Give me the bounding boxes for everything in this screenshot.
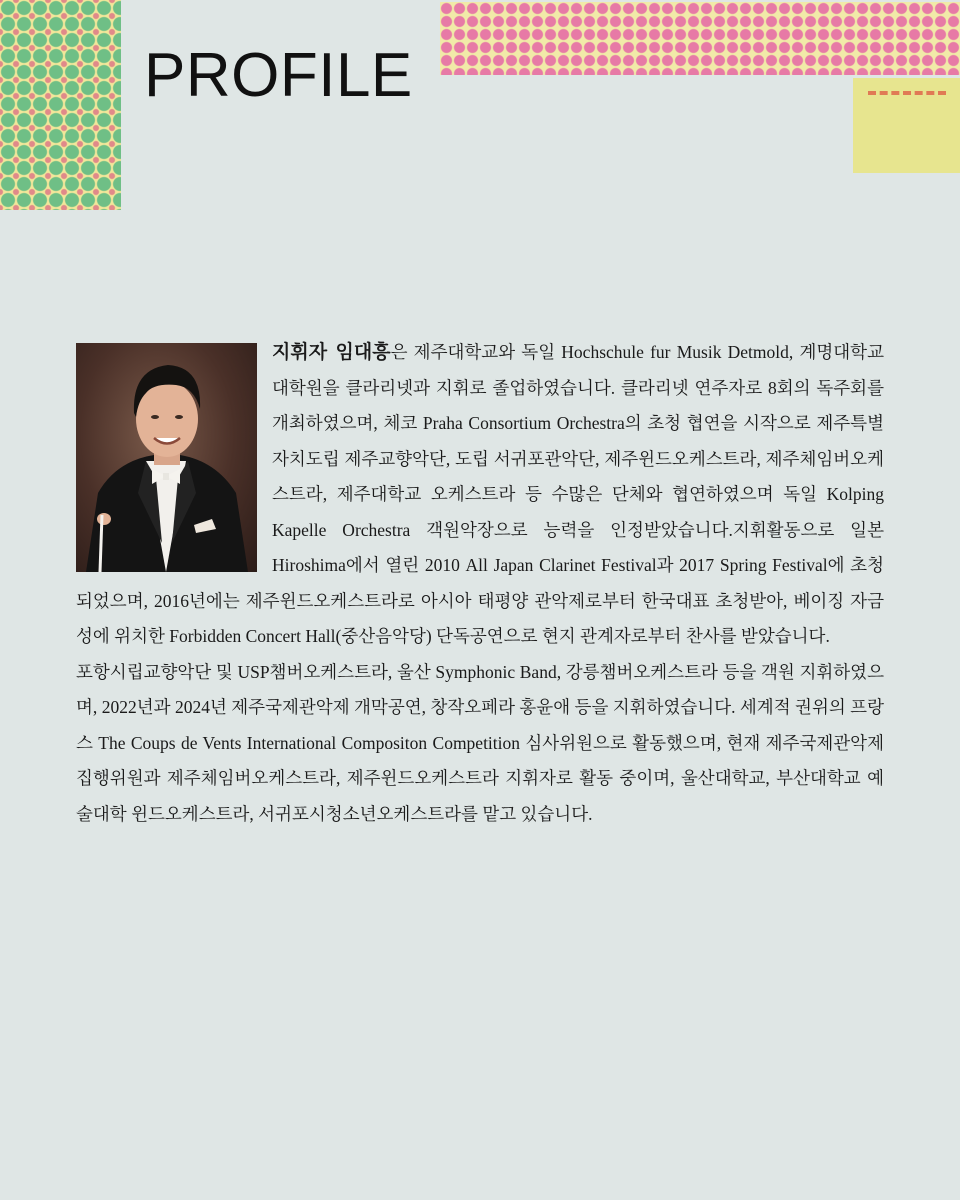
- photo-spacer: [76, 335, 272, 583]
- bio-paragraph-2: 포항시립교향악단 및 USP챔버오케스트라, 울산 Symphonic Band, 강릉챔버오케스트라 등을 객원 지휘하였으며, 2022년과 2024년 제주국제관악제 개막공연, 창작오페라 홍윤애 등을 지휘하였습니다. 세계적 권위의 프랑스 The Coups de Vents International Compositon Competition 심사위원으로 활동했으며, 현재 제주국제관악제 집행위원과 제주체임버오케스트라, 제주윈드오케스트라 지휘자로 활동 중이며, 울산대학교, 부산대학교 예술대학 윈드오케스트라, 서귀포시청소년오케스트라를 맡고 있습니다.: [76, 661, 884, 824]
- conductor-name: 지휘자 임대흥: [272, 341, 391, 363]
- bio-paragraph-1: 은 제주대학교와 독일 Hochschule fur Musik Detmold, 계명대학교 대학원을 클라리넷과 지휘로 졸업하였습니다. 클라리넷 연주자로 8회의 독주회를 개최하였으며, 체코 Praha Consortium Orchestra의 초청 협연을 시작으로 제주특별자치도립 제주교향악단, 도립 서귀포관악단, 제주윈드오케스트라, 제주체임버오케스트라, 제주대학교 오케스트라 등 수많은 단체와 협연하였으며 독일 Kolping Kapelle Orchestra 객원악장으로 능력을 인정받았습니다.지휘활동으로 일본 Hiroshima에서 열린 2010 All Japan Clarinet Festival과 2017 Spring Festival에 초청되었으며, 2016년에는 제주윈드오케스트라로 아시아 태평양 관악제로부터 한국대표 초청받아, 베이징 자금성에 위치한 Forbidden Concert Hall(중산음악당) 단독공연으로 현지 관계자로부터 찬사를 받았습니다.: [76, 342, 884, 646]
- page-title: PROFILE: [144, 41, 413, 110]
- profile-bio: [76, 335, 884, 832]
- green-dot-pattern: [0, 0, 121, 210]
- orange-dashed-line: [868, 91, 946, 95]
- pink-dot-pattern: [440, 2, 960, 75]
